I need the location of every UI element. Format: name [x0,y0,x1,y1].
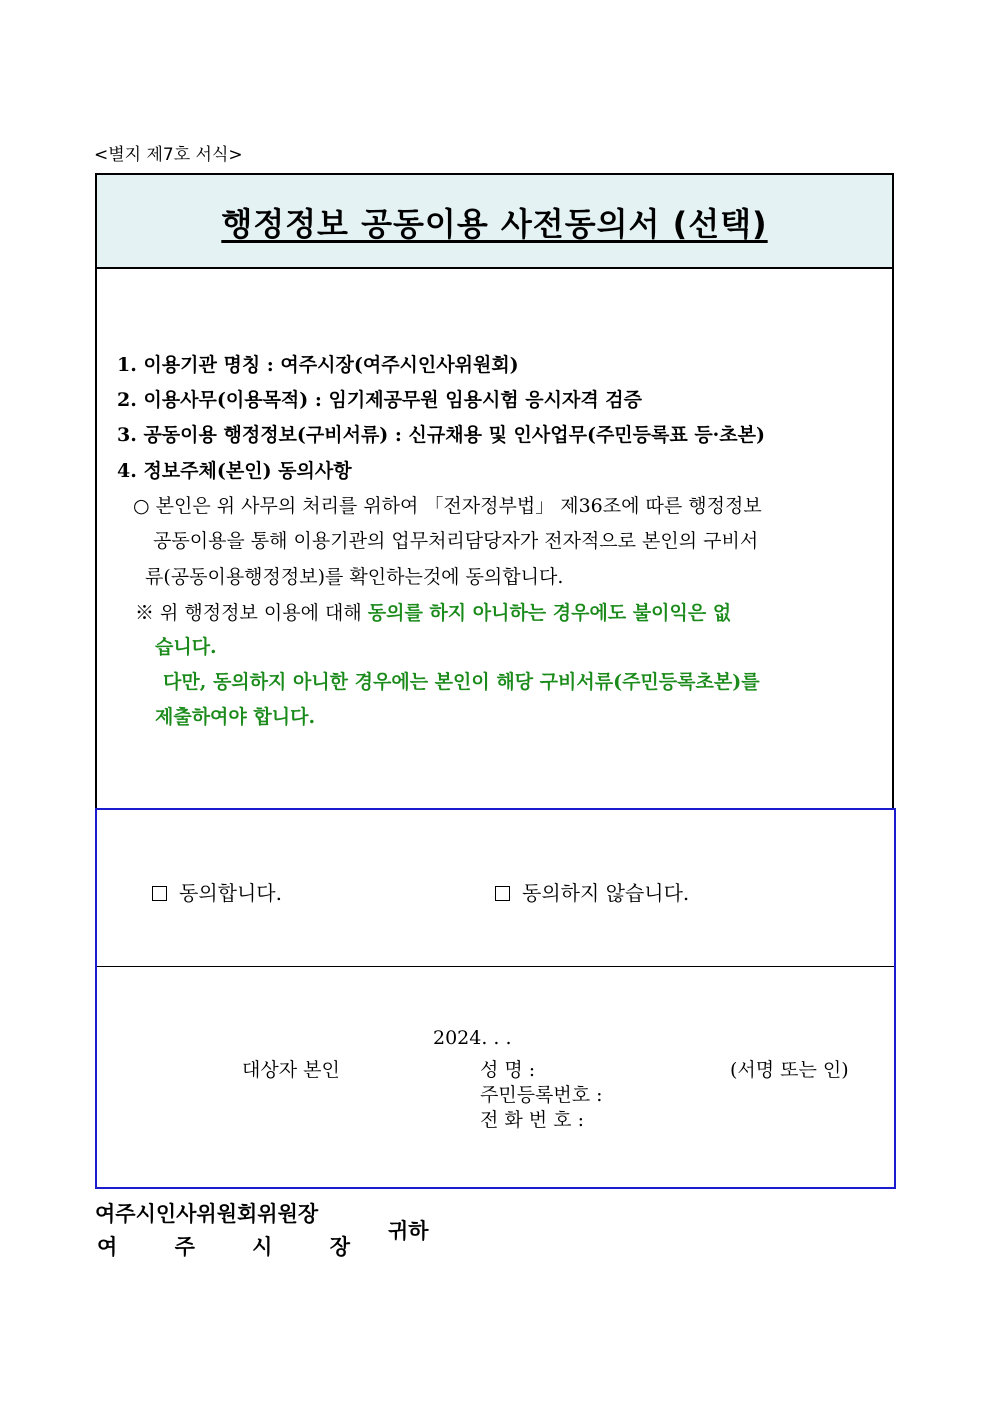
form-number-label: <별지 제7호 서식> [94,145,243,165]
consent-text-line-2: 공동이용을 통해 이용기관의 업무처리담당자가 전자적으로 본인의 구비서 [153,530,759,552]
disagree-option[interactable] [495,877,689,906]
notice-line-2: 습니다. [155,636,217,658]
item-purpose: 2. 이용사무(이용목적) : 임기제공무원 임용시험 응시자격 검증 [117,389,643,411]
agree-label: 동의합니다. [179,881,282,905]
notice-prefix: ※ 위 행정정보 이용에 대해 [135,602,368,624]
agreement-section [95,808,896,1189]
phone-label: 전 화 번 호 : [480,1109,584,1131]
notice-no-penalty: 동의를 하지 아니하는 경우에도 불이익은 없 [367,602,732,624]
resident-number-label: 주민등록번호 : [480,1084,603,1106]
recipient-mayor-char-3: 시 [252,1234,273,1259]
agree-option[interactable] [152,877,282,906]
notice-line-3: 다만, 동의하지 아니한 경우에는 본인이 해당 구비서류(주민등록초본)를 [163,671,760,693]
section-divider [97,966,894,967]
date-line: 2024. . . [433,1027,512,1049]
consent-text-line-3: 류(공동이용행정정보)를 확인하는것에 동의합니다. [145,566,564,588]
signature-hint: (서명 또는 인) [730,1059,849,1081]
name-label: 성 명 : [480,1059,536,1081]
item-consent-heading: 4. 정보주체(본인) 동의사항 [117,460,352,482]
subject-label: 대상자 본인 [242,1059,340,1081]
notice-line-4: 제출하여야 합니다. [155,706,316,728]
recipient-mayor [97,1231,350,1261]
disagree-label: 동의하지 않습니다. [522,881,690,905]
disagree-checkbox[interactable] [495,886,510,901]
recipient-mayor-char-2: 주 [174,1234,195,1259]
honorific: 귀하 [388,1218,429,1243]
consent-details-section [95,268,894,810]
item-shared-info: 3. 공동이용 행정정보(구비서류) : 신규채용 및 인사업무(주민등록표 등·초본) [117,424,765,446]
title-box [95,173,894,269]
recipient-mayor-char-4: 장 [329,1234,350,1259]
recipient-mayor-char-1: 여 [97,1234,118,1259]
recipient-committee-chair: 여주시인사위원회위원장 [95,1201,319,1226]
notice-line-1 [135,598,731,625]
document-title: 행정정보 공동이용 사전동의서 (선택) [221,205,768,243]
item-agency-name: 1. 이용기관 명칭 : 여주시장(여주시인사위원회) [117,354,519,376]
agree-checkbox[interactable] [152,886,167,901]
consent-text-line-1: ○ 본인은 위 사무의 처리를 위하여 「전자정부법」 제36조에 따른 행정정보 [133,495,762,517]
